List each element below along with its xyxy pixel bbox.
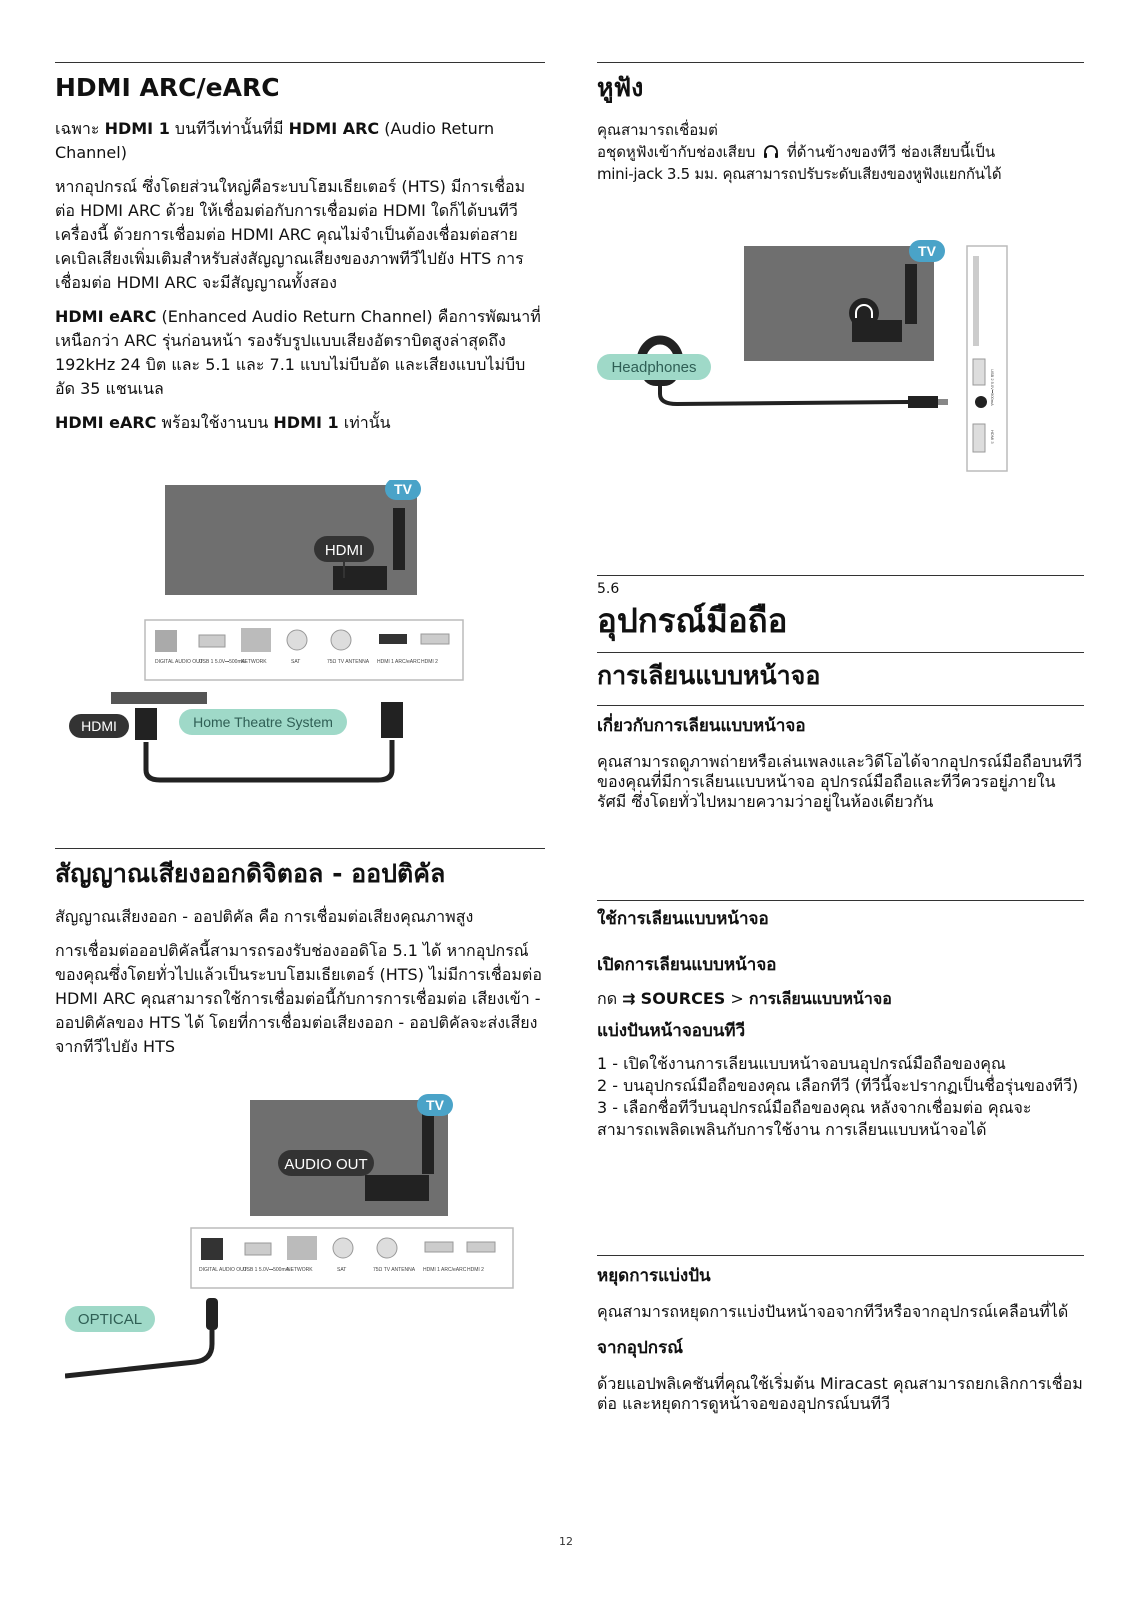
- hdmi-arc-section: [55, 62, 545, 435]
- opt-port-label-digital: DIGITAL AUDIO OUT: [199, 1267, 247, 1273]
- headphones-line2: อชุดหูฟังเข้ากับช่องเสียบ ที่ด้านข้างของทีวี ช่องเสียบนี้เป็น: [597, 143, 996, 161]
- port-label-sat: SAT: [291, 659, 301, 665]
- hdmi-arc-title: HDMI ARC/eARC: [55, 73, 280, 102]
- port-panel-optical: [191, 1228, 513, 1288]
- optical-title: สัญญาณเสียงออกดิจิตอล - ออปติคัล: [55, 859, 446, 888]
- stop-sharing-section: [597, 1255, 1084, 1414]
- screen-mirror-title: การเลียนแบบหน้าจอ: [597, 661, 821, 690]
- hdmi-earc-note: HDMI eARC พร้อมใช้งานบน HDMI 1 เท่านั้น: [55, 413, 391, 432]
- port-label-network: NETWORK: [241, 659, 267, 665]
- headphones-figure: [597, 234, 1017, 486]
- digital-audio-port-optical: [201, 1238, 223, 1260]
- side-label-hdmi3: HDMI 3: [990, 430, 995, 444]
- optical-plug: [206, 1298, 218, 1330]
- headphones-port-icon: [849, 298, 879, 328]
- tv-port-block: [333, 566, 387, 590]
- hdmi3-port: [973, 424, 985, 452]
- page-number: 12: [559, 1535, 573, 1548]
- usb-port-optical: [245, 1243, 271, 1255]
- hdmi-earc-paragraph: HDMI eARC (Enhanced Audio Return Channel) คือการพัฒนาที่เหนือกว่า ARC รุ่นก่อนหน้า รองรับรูปแบบเสียงอัตราบิตสูงล่าสุดถึง 192kHz 24 บิต และ 5.1 และ 7.1 แบบไม่บีบอัด และเสียงแบบไม่บีบอัด 35 แชนเนล: [55, 307, 541, 398]
- hts-tag-text: Home Theatre System: [193, 714, 333, 730]
- hdmi-tag-2-text: HDMI: [81, 718, 117, 734]
- use-mirror-section: [597, 900, 1084, 1141]
- tv-cable-bar-optical: [422, 1112, 434, 1174]
- network-port: [241, 628, 271, 652]
- digital-audio-port: [155, 630, 177, 652]
- headphones-section: [597, 62, 1084, 185]
- sat-port: [287, 630, 307, 650]
- antenna-port: [331, 630, 351, 650]
- headphone-jack: [975, 396, 987, 408]
- hdmi1-port: [379, 634, 407, 644]
- usb-port: [199, 635, 225, 647]
- port-label-hdmi2: HDMI 2: [421, 659, 438, 665]
- hts-box: [111, 692, 207, 704]
- use-mirror-title: ใช้การเลียนแบบหน้าจอ: [597, 909, 769, 929]
- hdmi-arc-intro: เฉพาะ HDMI 1 บนทีวีเท่านั้นที่มี HDMI ARC (Audio Return Channel): [55, 119, 495, 162]
- side-slot: [973, 256, 979, 346]
- tv-cable-bar-hp: [905, 264, 917, 324]
- hdmi-tag-text: HDMI: [324, 542, 364, 559]
- port-label-digital: DIGITAL AUDIO OUT: [155, 659, 203, 665]
- optical-intro: สัญญาณเสียงออก - ออปติคัล คือ การเชื่อมต่อเสียงคุณภาพสูง: [55, 907, 474, 926]
- headphones-icon: [763, 145, 779, 159]
- mobile-title: อุปกรณ์มือถือ: [597, 601, 788, 640]
- headphones-tag-text: Headphones: [611, 359, 697, 376]
- port-label-usb: USB 1 5.0V⎓500mA: [199, 659, 245, 665]
- tv-badge-optical-text: TV: [426, 1097, 444, 1113]
- tv-cable-bar: [393, 508, 405, 570]
- headphones-line3: mini-jack 3.5 มม. คุณสามารถปรับระดับเสียงของหูฟังแยกกันได้: [597, 165, 1002, 183]
- hdmi-connection-figure: [65, 480, 485, 785]
- optical-paragraph: การเชื่อมต่อออปติคัลนี้สามารถรองรับช่องออดิโอ 5.1 ได้ หากอุปกรณ์ของคุณซึ่งโดยทั่วไปแล้วเป็นระบบโฮมเธียเตอร์ (HTS) ไม่มีการเชื่อมต่อ HDMI ARC คุณสามารถใช้การเชื่อมต่อนี้กับการการเชื่อมต่อ เสียงเข้า - ออปติคัลของ HTS ได้ โดยที่การเชื่อมต่อเสียงออก - ออปติคัลจะส่งเสียงจากทีวีไปยัง HTS: [55, 941, 542, 1056]
- opt-port-label-hdmi1: HDMI 1 ARC/eARC: [423, 1267, 467, 1273]
- share-title: แบ่งปันหน้าจอบนทีวี: [597, 1021, 746, 1041]
- stop-sharing-title: หยุดการแบ่งปัน: [597, 1266, 711, 1286]
- hts-plug: [135, 708, 157, 740]
- optical-section: [55, 848, 545, 1059]
- side-label-usb2: USB 2 5.0V⎓500mA: [990, 369, 995, 406]
- tv-plug: [381, 702, 403, 738]
- optical-cable: [65, 1330, 212, 1376]
- headphones-title: หูฟัง: [597, 73, 644, 102]
- from-device-paragraph: ด้วยแอปพลิเคชันที่คุณใช้เริ่มต้น Miracast คุณสามารถยกเลิกการเชื่อมต่อ และหยุดการดูหน้าจอของอุปกรณ์บนทีวี: [597, 1374, 1083, 1413]
- open-mirror-title: เปิดการเลียนแบบหน้าจอ: [597, 955, 777, 975]
- step-2: 2 - บนอุปกรณ์มือถือของคุณ เลือกทีวี (ทีวีนี้จะปรากฏเป็นชื่อรุ่นของทีวี): [597, 1076, 1079, 1095]
- opt-port-label-network: NETWORK: [287, 1267, 313, 1273]
- tv-port-block-optical: [365, 1175, 429, 1201]
- audio-out-tag-text: AUDIO OUT: [284, 1156, 368, 1173]
- tv-badge-hp-text: TV: [918, 243, 936, 259]
- port-panel: [145, 620, 463, 680]
- usb2-port: [973, 359, 985, 385]
- network-port-optical: [287, 1236, 317, 1260]
- antenna-port-optical: [377, 1238, 397, 1258]
- from-device-title: จากอุปกรณ์: [597, 1338, 683, 1358]
- hdmi2-port-optical: [467, 1242, 495, 1252]
- port-label-antenna: 75Ω TV ANTENNA: [327, 659, 370, 665]
- mobile-section: [597, 575, 1084, 812]
- optical-tag-text: OPTICAL: [77, 1311, 143, 1328]
- opt-port-label-hdmi2: HDMI 2: [467, 1267, 484, 1273]
- hdmi2-port: [421, 634, 449, 644]
- section-number: 5.6: [597, 581, 620, 597]
- opt-port-label-usb: USB 1 5.0V⎓500mA: [243, 1267, 289, 1273]
- hdmi-arc-paragraph: หากอุปกรณ์ ซึ่งโดยส่วนใหญ่คือระบบโฮมเธียเตอร์ (HTS) มีการเชื่อมต่อ HDMI ARC ด้วย ให้เชื่อมต่อกับการเชื่อมต่อ HDMI ใดก็ได้บนทีวีเครื่องนี้ ด้วยการเชื่อมต่อ HDMI ARC คุณไม่จำเป็นต้องเชื่อมต่อสายเคเบิลเสียงเพิ่มเติมสำหรับส่งสัญญาณเสียงของภาพทีวีไปยัง HTS การเชื่อมต่อ HDMI ARC จะมีสัญญาณทั้งสอง: [55, 177, 526, 292]
- step-3: 3 - เลือกชื่อทีวีบนอุปกรณ์มือถือของคุณ หลังจากเชื่อมต่อ คุณจะสามารถเพลิดเพลินกับการใช้งาน การเลียนแบบหน้าจอได้: [597, 1098, 1032, 1139]
- sat-port-optical: [333, 1238, 353, 1258]
- opt-port-label-antenna: 75Ω TV ANTENNA: [373, 1267, 416, 1273]
- sources-instruction: กด ⇉ SOURCES > การเลียนแบบหน้าจอ: [597, 987, 1084, 1011]
- hdmi-cable: [146, 740, 392, 780]
- step-1: 1 - เปิดใช้งานการเลียนแบบหน้าจอบนอุปกรณ์มือถือของคุณ: [597, 1054, 1006, 1073]
- headphones-line1: คุณสามารถเชื่อมต่: [597, 121, 718, 139]
- tv-badge-text: TV: [394, 481, 412, 497]
- about-paragraph: คุณสามารถดูภาพถ่ายหรือเล่นเพลงและวิดีโอได้จากอุปกรณ์มือถือบนทีวีของคุณที่มีการเลียนแบบหน้าจอ อุปกรณ์มือถือและทีวีควรอยู่ภายในรัศมี ซึ่งโดยทั่วไปหมายความว่าอยู่ในห้องเดียวกัน: [597, 752, 1082, 811]
- stop-sharing-paragraph: คุณสามารถหยุดการแบ่งปันหน้าจอจากทีวีหรือจากอุปกรณ์เคลือนที่ได้: [597, 1302, 1069, 1321]
- optical-connection-figure: [65, 1080, 515, 1380]
- mini-jack-plug: [908, 396, 938, 408]
- hdmi1-port-optical: [425, 1242, 453, 1252]
- port-label-hdmi1: HDMI 1 ARC/eARC: [377, 659, 421, 665]
- sources-icon: ⇉: [622, 989, 636, 1008]
- about-title: เกี่ยวกับการเลียนแบบหน้าจอ: [597, 716, 806, 736]
- opt-port-label-sat: SAT: [337, 1267, 347, 1273]
